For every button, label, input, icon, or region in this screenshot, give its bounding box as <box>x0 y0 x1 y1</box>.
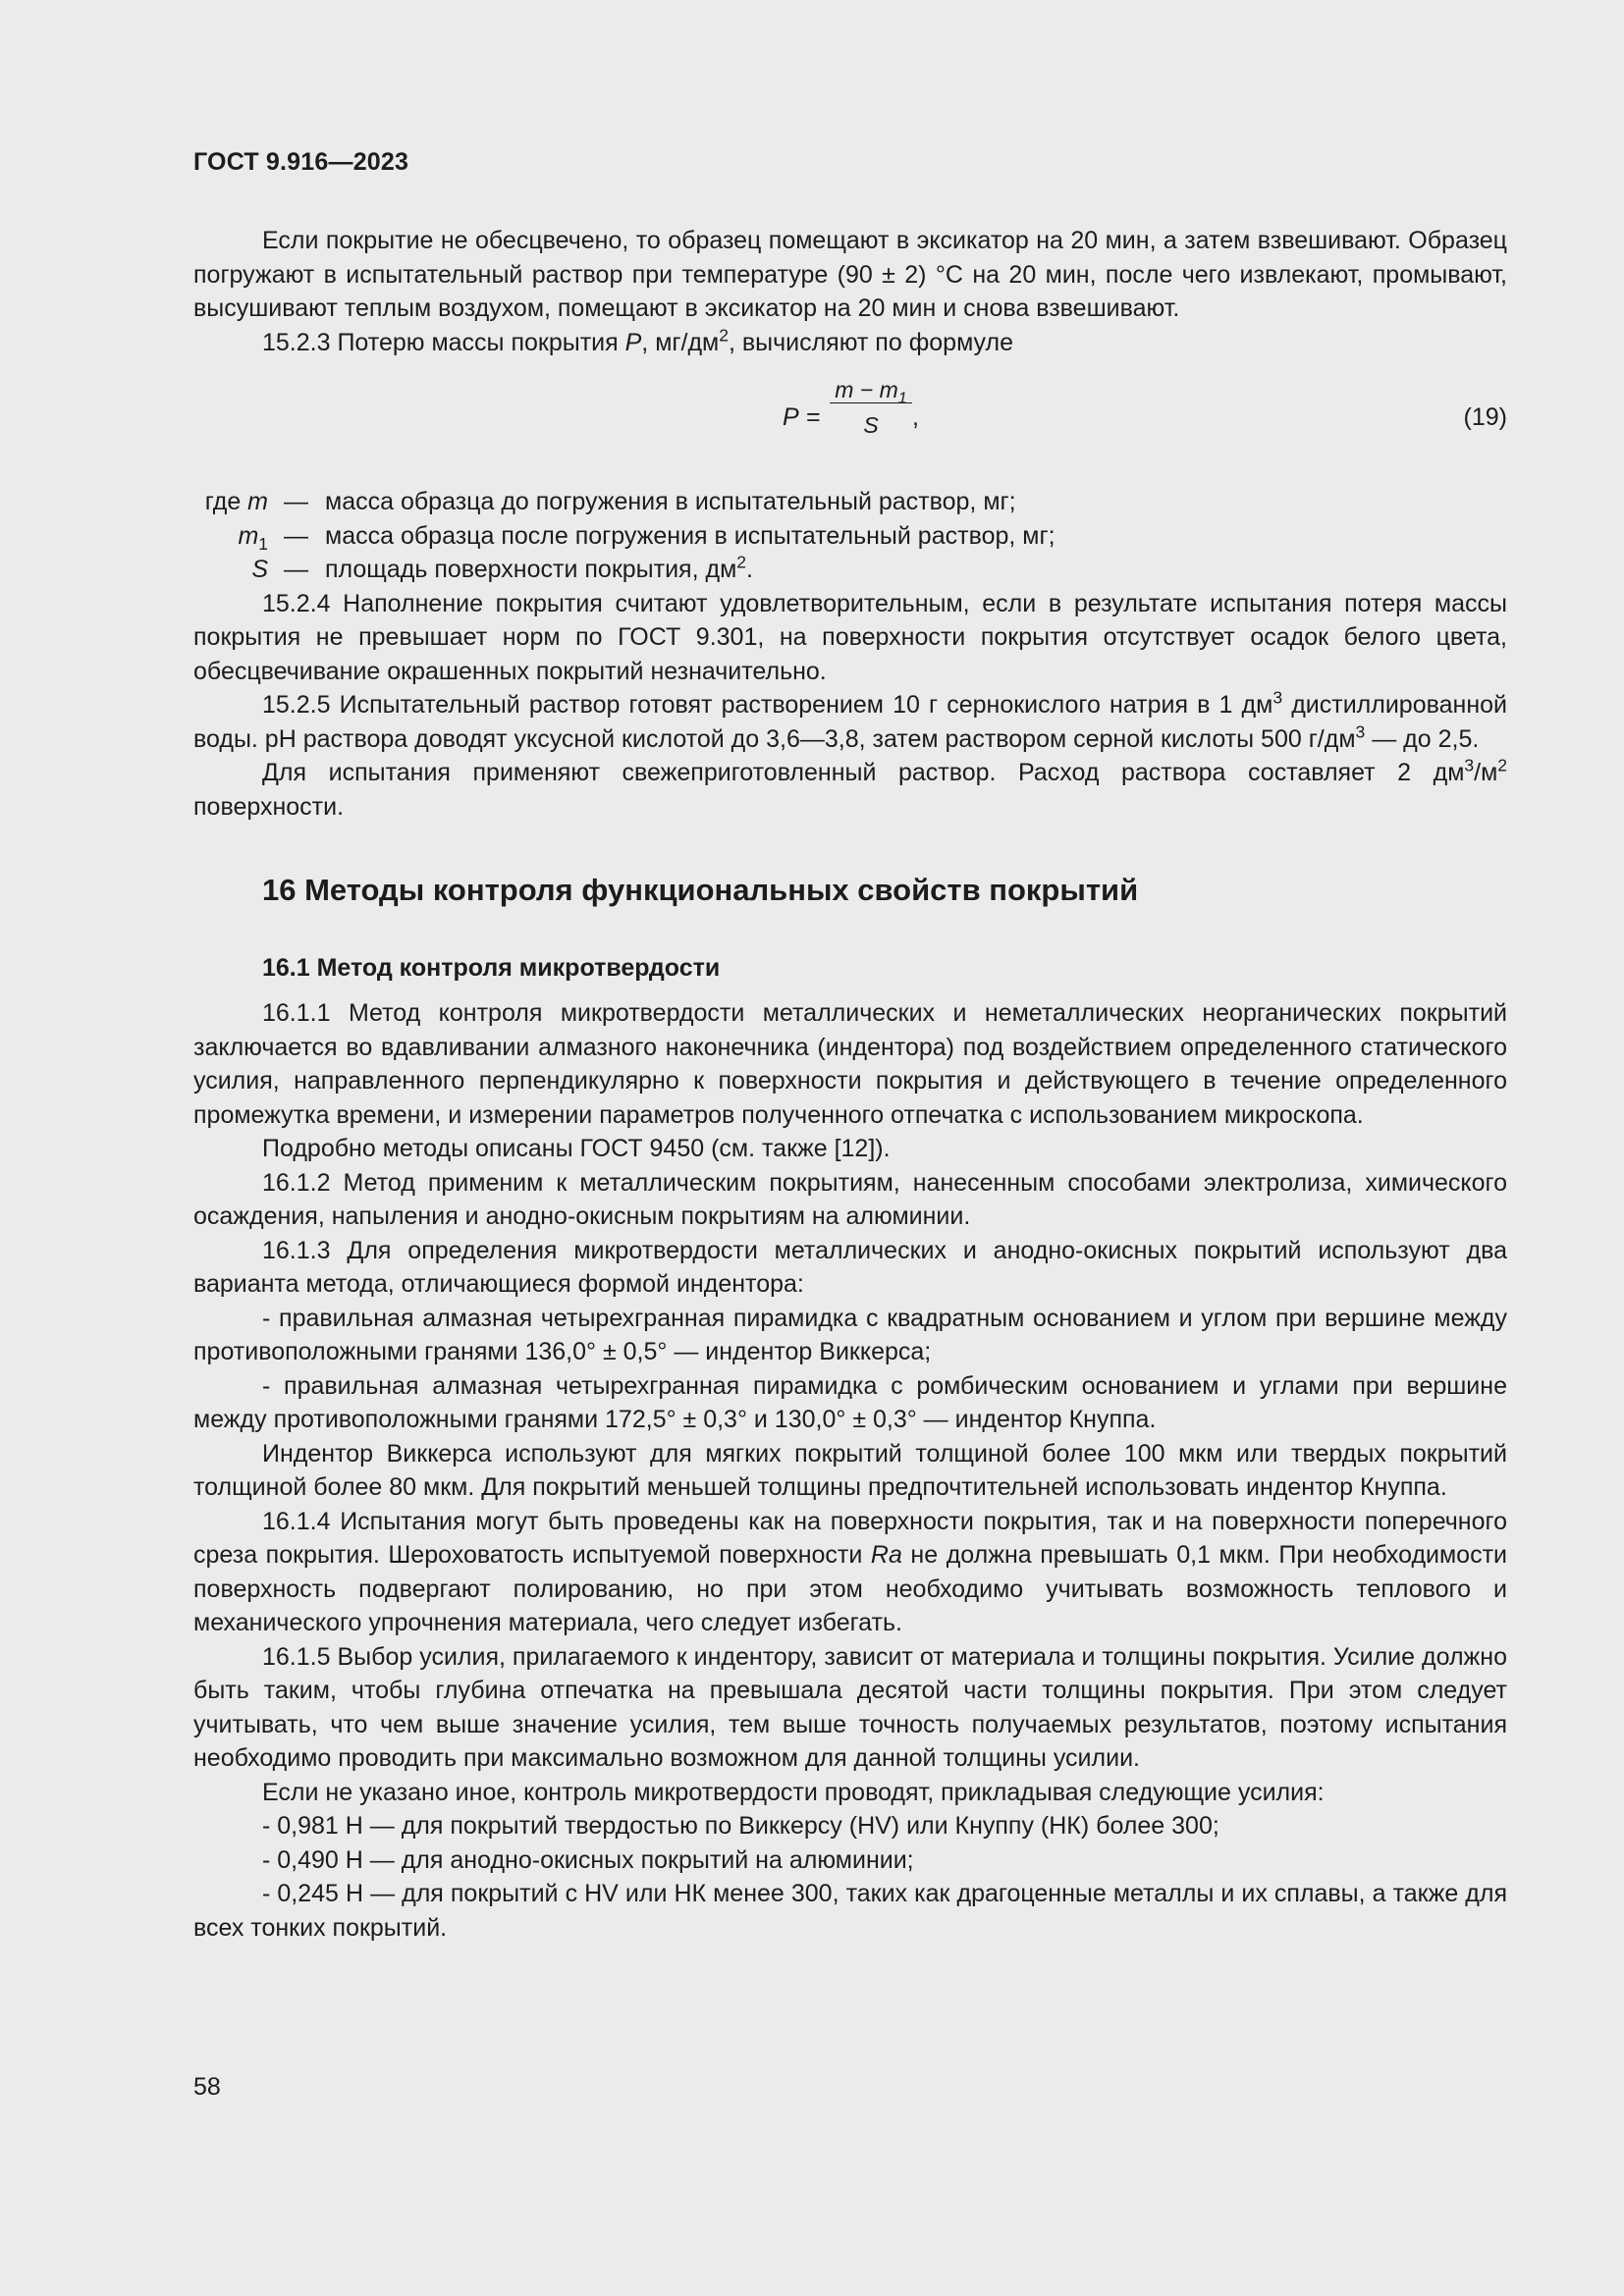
paragraph-15-2-4: 15.2.4 Наполнение покрытия считают удовлетворительным, если в результате испытания потеря массы покрытия не превышает норм по ГОСТ 9.301, на поверхности покрытия отсутствует осадок белого цвета, обесцвечивание окрашенных покрытий незначительно. <box>193 589 1507 685</box>
paragraph: Для испытания применяют свежеприготовленный раствор. Расход раствора составляет 2 $дм^3/м^2$ поверхности. <box>193 755 1507 821</box>
formula-numerator: $m - m_1$ <box>835 377 907 407</box>
paragraph: 16.1.2 Метод применим к металлическим покрытиям, нанесенным способами электролиза, химического осаждения, напыления и анодно-окисным покрытиям на алюминии. <box>193 1168 1507 1230</box>
list-item: - 0,245 Н — для покрытий с HV или НК менее 300, таких как драгоценные металлы и их сплавы, а также для всех тонких покрытий. <box>193 1880 1507 1942</box>
page-number: 58 <box>193 2073 221 2101</box>
list-item: - правильная алмазная четырехгранная пирамидка с ромбическим основанием и углами при вершине между противоположными гранями 172,5° ± 0,3° и 130,0° ± 0,3° — индентор Кнуппа. <box>193 1371 1507 1433</box>
paragraph: 16.1.3 Для определения микротвердости металлических и анодно-окисных покрытий используют два варианта метода, отличающиеся формой индентора: <box>193 1236 1507 1298</box>
paragraph-15-2-5: 15.2.5 Испытательный раствор готовят растворением 10 г сернокислого натрия в 1 $дм^3$ дистиллированной воды. рН раствора доводят уксусной кислотой до 3,6—3,8, затем раствором серной кислоты 500 $г/дм^3$ — до 2,5. <box>193 687 1507 753</box>
where-line: $m_1$ — масса образца после погружения в испытательный раствор, мг; <box>238 521 1056 554</box>
list-item: - 0,981 Н — для покрытий твердостью по Виккерсу (HV) или Кнуппу (НК) более 300; <box>262 1812 1219 1840</box>
formula-denominator: S <box>863 412 879 438</box>
fraction-bar <box>830 402 912 403</box>
list-item: - 0,490 Н — для анодно-окисных покрытий на алюминии; <box>262 1845 914 1874</box>
where-line: S — площадь поверхности покрытия, $дм^2$. <box>251 552 753 583</box>
paragraph: Подробно методы описаны ГОСТ 9450 (см. также [12]). <box>262 1135 891 1162</box>
section-heading-16: 16 Методы контроля функциональных свойств покрытий <box>262 873 1139 907</box>
text-body <box>193 224 1507 1945</box>
paragraph: Если покрытие не обесцвечено, то образец помещают в эксикатор на 20 мин, а затем взвешивают. Образец погружают в испытательный раствор при температуре (90 ± 2) °С на 20 мин, после чего извлекают, промывают, высушивают теплым воздухом, помещают в эксикатор на 20 мин и снова взвешивают. <box>193 227 1507 322</box>
where-line: где m — масса образца до погружения в испытательный раствор, мг; <box>204 488 1016 515</box>
formula-number: (19) <box>1463 403 1507 431</box>
paragraph: Индентор Виккерса используют для мягких покрытий толщиной более 100 мкм или твердых покрытий толщиной более 80 мкм. Для покрытий меньшей толщины предпочтительней использовать индентор Кнуппа. <box>193 1439 1507 1501</box>
paragraph-16-1-4: 16.1.4 Испытания могут быть проведены как на поверхности покрытия, так и на поверхности поперечного среза покрытия. Шероховатость испытуемой поверхности Ra не должна превышать 0,1 мкм. При необходимости поверхность подвергают полированию, но при этом необходимо учитывать возможность теплового и механического упрочнения материала, чего следует избегать. <box>193 1507 1507 1636</box>
document-header: ГОСТ 9.916—2023 <box>193 148 409 176</box>
formula-19: P = $m - m_1$ S , (19) <box>193 359 1507 485</box>
paragraph: 16.1.1 Метод контроля микротвердости металлических и неметаллических неорганических покрытий заключается во вдавливании алмазного наконечника (индентора) под воздействием определенного статического усилия, направленного перпендикулярно к поверхности покрытия и действующего в течение определенного промежутка времени, и измерении параметров полученного отпечатка с использованием микроскопа. <box>193 999 1507 1129</box>
list-item: - правильная алмазная четырехгранная пирамидка с квадратным основанием и углом при вершине между противоположными гранями 136,0° ± 0,5° — индентор Виккерса; <box>193 1304 1507 1365</box>
paragraph: 16.1.5 Выбор усилия, прилагаемого к индентору, зависит от материала и толщины покрытия. Усилие должно быть таким, чтобы глубина отпечатка на превышала десятой части толщины покрытия. При этом следует учитывать, что чем выше значение усилия, тем выше точность получаемых результатов, поэтому испытания необходимо проводить при максимально возможном для данной толщины усилии. <box>193 1642 1507 1772</box>
paragraph-15-2-3: 15.2.3 Потерю массы покрытия Р, $мг/дм^2$, вычисляют по формуле <box>262 325 1013 356</box>
subsection-heading-16-1: 16.1 Метод контроля микротвердости <box>262 954 721 982</box>
paragraph: Если не указано иное, контроль микротвердости проводят, прикладывая следующие усилия: <box>262 1778 1325 1806</box>
